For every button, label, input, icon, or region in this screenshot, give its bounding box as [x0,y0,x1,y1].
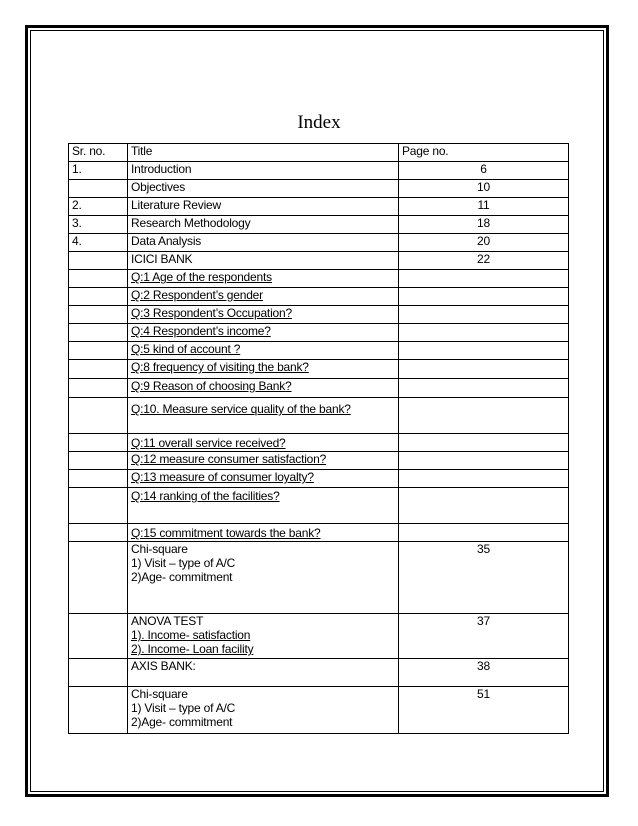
row-title: Q:12 measure consumer satisfaction? [128,452,399,470]
row-title: Q:10. Measure service quality of the bank? [128,398,399,434]
row-title: Q:1 Age of the respondents [128,270,399,288]
row-page [399,452,569,470]
table-row [69,288,569,306]
row-sr [69,252,128,270]
table-row [69,687,569,734]
row-page: 37 [399,614,569,659]
row-title: Q:11 overall service received? [128,434,399,452]
row-sr: 2. [69,198,128,216]
row-sr [69,342,128,360]
row-page [399,379,569,398]
row-title-line: 2)Age- commitment [131,570,233,584]
table-row [69,398,569,434]
table-row [69,488,569,524]
page-title: Index [297,112,341,133]
row-title-line: 2)Age- commitment [131,715,233,729]
row-sr: 3. [69,216,128,234]
row-title: Data Analysis [128,234,399,252]
table-row [69,324,569,342]
row-page: 35 [399,542,569,614]
row-title: Q:4 Respondent’s income? [128,324,399,342]
index-table [68,143,569,734]
row-sr [69,398,128,434]
table-row [69,180,569,198]
row-sr [69,614,128,659]
row-page: 11 [399,198,569,216]
table-header-row [69,144,569,162]
table-row [69,270,569,288]
row-sr [69,306,128,324]
row-sr [69,542,128,614]
row-title-line: 2). Income- Loan facility [131,642,254,656]
table-row [69,360,569,379]
row-title-line: ANOVA TEST [131,614,204,628]
row-title: Q:15 commitment towards the bank? [128,524,399,542]
row-page: 6 [399,162,569,180]
table-row [69,162,569,180]
table-row [69,198,569,216]
row-sr: 4. [69,234,128,252]
row-sr [69,434,128,452]
table-row [69,659,569,687]
row-title-line: 1) Visit – type of A/C [131,701,236,715]
row-title: Objectives [128,180,399,198]
table-row [69,524,569,542]
row-page: 20 [399,234,569,252]
row-title: Q:13 measure of consumer loyalty? [128,470,399,488]
table-row [69,342,569,360]
row-sr [69,360,128,379]
row-page: 10 [399,180,569,198]
row-page: 22 [399,252,569,270]
row-title: Q:3 Respondent’s Occupation? [128,306,399,324]
row-sr [69,180,128,198]
row-sr [69,687,128,734]
row-page [399,270,569,288]
row-title: Q:9 Reason of choosing Bank? [128,379,399,398]
table-row [69,452,569,470]
row-title: ICICI BANK [128,252,399,270]
row-page: 38 [399,659,569,687]
table-row [69,542,569,614]
row-title: Research Methodology [128,216,399,234]
row-sr [69,488,128,524]
row-title-line: 1) Visit – type of A/C [131,556,236,570]
header-title: Title [128,144,399,162]
row-page [399,398,569,434]
row-title-line: Chi-square [131,542,188,556]
row-title: Q:14 ranking of the facilities? [128,488,399,524]
row-title: Q:2 Respondent’s gender [128,288,399,306]
row-sr [69,324,128,342]
row-page [399,434,569,452]
row-page [399,360,569,379]
row-page [399,306,569,324]
row-sr [69,288,128,306]
row-title: Literature Review [128,198,399,216]
row-page [399,342,569,360]
row-sr [69,470,128,488]
row-title [128,614,399,659]
row-title-line: 1). Income- satisfaction [131,628,251,642]
row-sr [69,452,128,470]
row-sr [69,659,128,687]
table-row [69,252,569,270]
row-sr [69,270,128,288]
header-sr-no: Sr. no. [69,144,128,162]
table-row [69,614,569,659]
table-row [69,434,569,452]
row-page [399,470,569,488]
row-sr [69,524,128,542]
header-page-no: Page no. [399,144,569,162]
row-page [399,524,569,542]
row-title: Q:5 kind of account ? [128,342,399,360]
row-page [399,288,569,306]
row-title: Introduction [128,162,399,180]
table-row [69,234,569,252]
row-title [128,542,399,614]
table-row [69,379,569,398]
row-title: AXIS BANK: [128,659,399,687]
table-row [69,470,569,488]
row-title-line: Chi-square [131,687,188,701]
table-row [69,306,569,324]
row-title: Q:8 frequency of visiting the bank? [128,360,399,379]
row-sr: 1. [69,162,128,180]
row-page [399,488,569,524]
row-page [399,324,569,342]
row-sr [69,379,128,398]
row-page: 51 [399,687,569,734]
row-title [128,687,399,734]
table-row [69,216,569,234]
row-page: 18 [399,216,569,234]
